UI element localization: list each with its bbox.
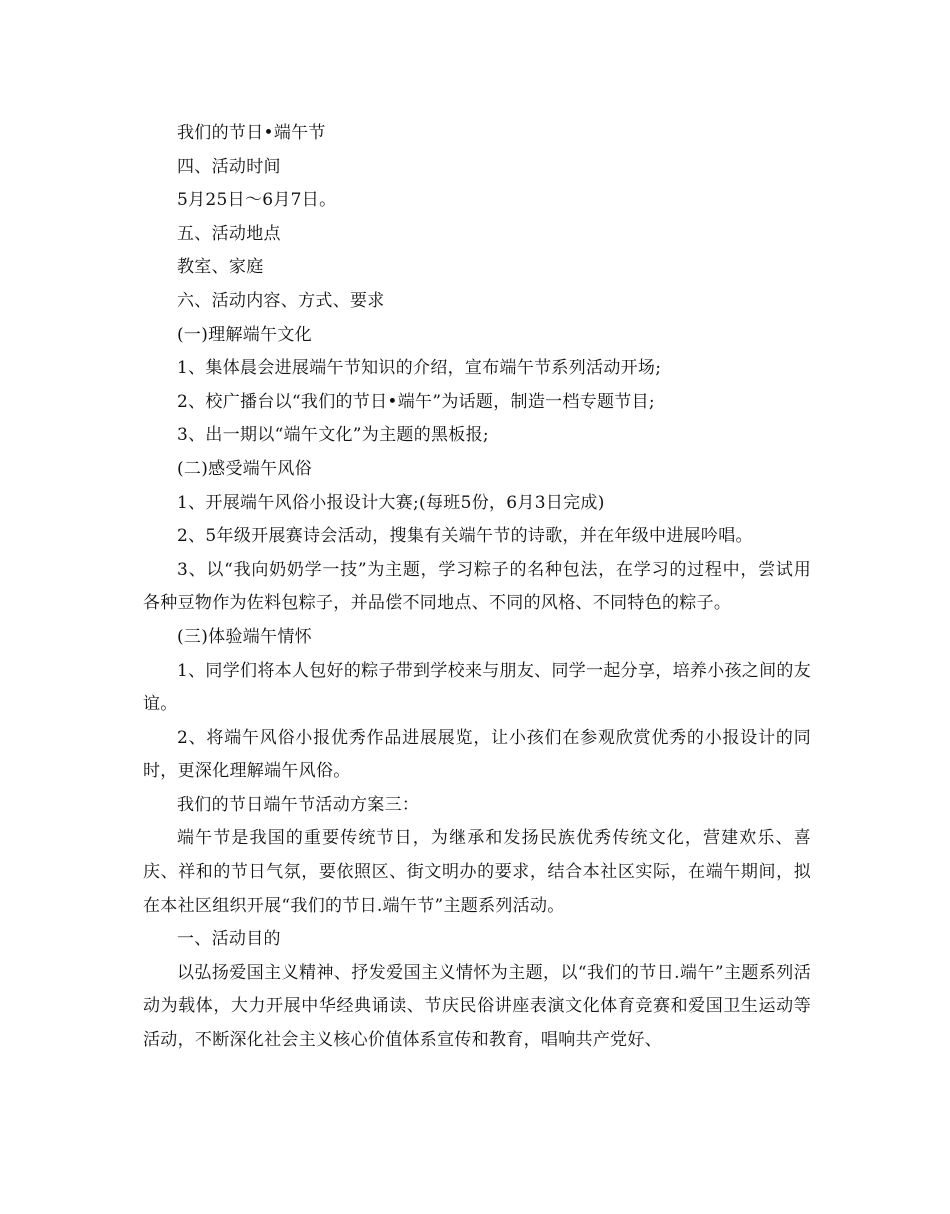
paragraph-intro: 端午节是我国的重要传统节日，为继承和发扬民族优秀传统文化，营建欢乐、喜庆、祥和的节日气氛，要依照区、街文明办的要求，结合本社区实际，在端午期间，拟在本社区组织开展“我们的节日.端午节”主题系列活动。 <box>143 828 811 916</box>
list-item: 1、开展端午风俗小报设计大赛;(每班5份，6月3日完成) <box>177 492 605 513</box>
list-item: 2、将端午风俗小报优秀作品进展展览，让小孩们在参观欣赏优秀的小报设计的同时，更深化理解端午风俗。 <box>143 727 811 782</box>
subsection-heading-3: (三)体验端午情怀 <box>177 626 312 647</box>
list-item: 2、5年级开展赛诗会活动，搜集有关端午节的诗歌，并在年级中进展吟唱。 <box>177 526 753 547</box>
paragraph-purpose: 以弘扬爱国主义精神、抒发爱国主义情怀为主题，以“我们的节日.端午”主题系列活动为载体，大力开展中华经典诵读、节庆民俗讲座表演文化体育竞赛和爱国卫生运动等活动，不断深化社会主义核心价值体系宣传和教育，唱响共产党好、 <box>143 962 811 1051</box>
list-item: 1、同学们将本人包好的粽子带到学校来与朋友、同学一起分享，培养小孩之间的友谊。 <box>143 660 811 715</box>
list-item: 3、以“我向奶奶学一技”为主题，学习粽子的名种包法，在学习的过程中，尝试用各种豆物作为佐料包粽子，并品偿不同地点、不同的风格、不同特色的粽子。 <box>143 559 811 614</box>
subsection-heading-1: (一)理解端午文化 <box>177 324 312 345</box>
list-item: 2、校广播台以“我们的节日•端午”为话题，制造一档专题节目; <box>177 391 655 412</box>
list-item: 1、集体晨会进展端午节知识的介绍，宣布端午节系列活动开场; <box>177 358 662 379</box>
paragraph-location: 教室、家庭 <box>177 257 264 278</box>
subsection-heading-2: (二)感受端午风俗 <box>177 458 312 479</box>
paragraph-time: 5月25日～6月7日。 <box>177 190 337 211</box>
paragraph-heading-festival: 我们的节日•端午节 <box>177 123 326 143</box>
plan-title: 我们的节日端午节活动方案三： <box>177 794 420 815</box>
section-heading-time: 四、活动时间 <box>177 156 281 177</box>
document-body <box>143 117 811 1058</box>
section-heading-content: 六、活动内容、方式、要求 <box>177 290 385 311</box>
section-heading-location: 五、活动地点 <box>177 223 281 244</box>
section-heading-purpose: 一、活动目的 <box>177 929 281 950</box>
list-item: 3、出一期以“端午文化”为主题的黑板报; <box>177 425 489 446</box>
